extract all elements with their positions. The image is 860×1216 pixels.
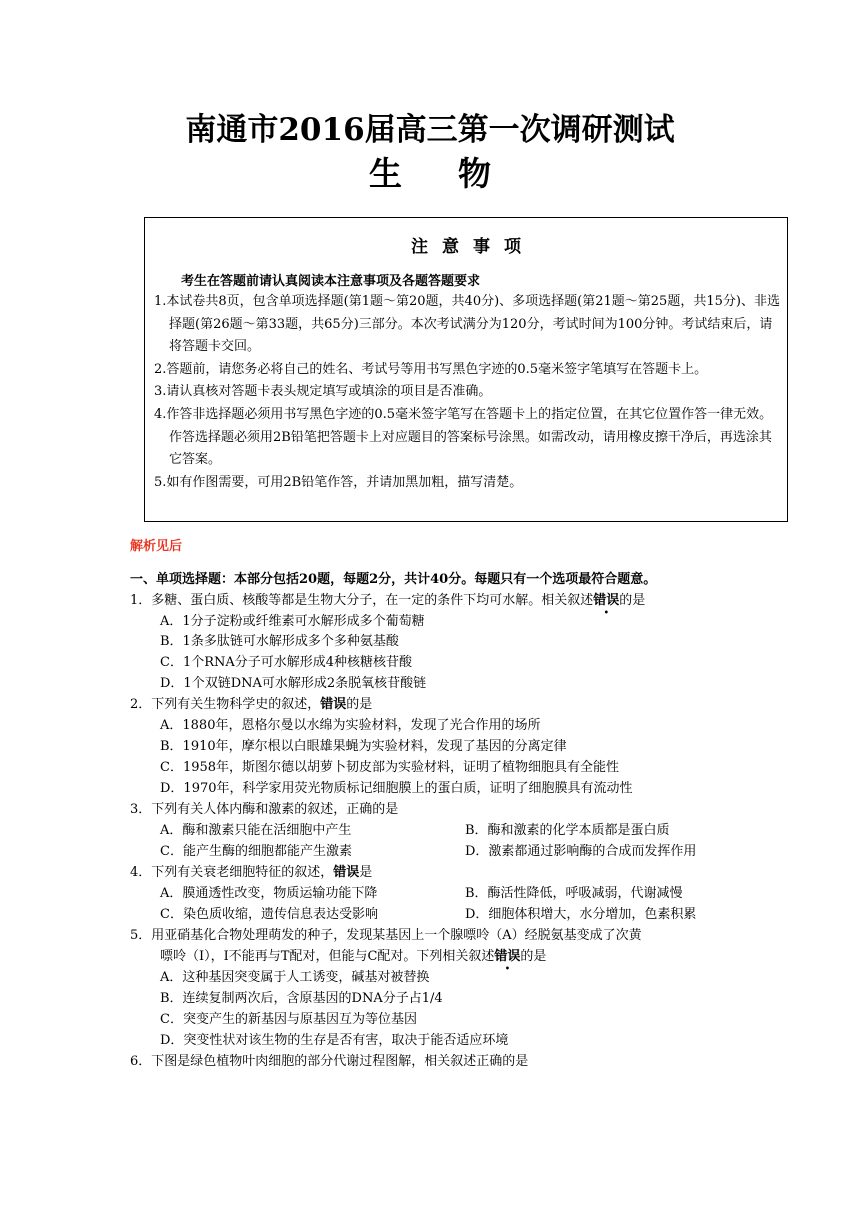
question-stem-tail: 是 [359,865,373,880]
question-2-option-b: B．1910年，摩尔根以白眼雄果蝇为实验材料，发现了基因的分离定律 [160,739,567,754]
question-stem-tail: 的是 [619,593,646,608]
question-stem-text: 4．下列有关衰老细胞特征的叙述， [130,865,334,880]
question-stem-text: 1．多糖、蛋白质、核酸等都是生物大分子，在一定的条件下均可水解。相关叙述 [130,593,594,608]
question-1-option-b: B．1条多肽链可水解形成多个多种氨基酸 [160,634,399,649]
question-1-stem [130,591,645,611]
question-3-stem: 3．下列有关人体内酶和激素的叙述，正确的是 [130,802,399,817]
question-4-stem [130,863,372,883]
question-5-option-a: A．这种基因突变属于人工诱变，碱基对被替换 [160,970,430,985]
question-4-option-d: D．细胞体积增大，水分增加，色素积累 [465,907,697,922]
question-stem-tail: 的是 [346,697,373,712]
question-4-option-c: C．染色质收缩，遗传信息表达受影响 [160,907,378,922]
notice-item: 5.如有作图需要，可用2B铅笔作答，并请加黑加粗，描写清楚。 [154,474,523,490]
exam-title: 南通市2016届高三第一次调研测试 [185,112,675,148]
analysis-note: 解析见后 [130,539,183,554]
question-1-option-c: C．1个RNA分子可水解形成4种核糖核苷酸 [160,655,413,670]
question-4-option-a: A．膜通透性改变，物质运输功能下降 [160,886,378,901]
question-stem-tail: 的是 [520,949,547,964]
section-heading: 一、单项选择题：本部分包括20题，每题2分，共计40分。每题只有一个选项最符合题意。 [130,572,657,587]
question-5-stem-line2 [160,947,546,967]
question-stem-text: 嘌呤（I），I不能再与T配对，但能与C配对。下列相关叙述 [160,949,495,964]
question-3-option-a: A．酶和激素只能在活细胞中产生 [160,823,352,838]
question-3-option-c: C．能产生酶的细胞都能产生激素 [160,844,352,859]
question-5-option-d: D．突变性状对该生物的生存是否有害，取决于能否适应环境 [160,1033,509,1048]
question-4-option-b: B．酶活性降低，呼吸减弱，代谢减慢 [465,886,683,901]
question-1-option-a: A．1分子淀粉或纤维素可水解形成多个葡萄糖 [160,614,425,629]
emphasis-text: 错误 [494,949,521,964]
question-5-stem: 5．用亚硝基化合物处理萌发的种子，发现某基因上一个腺嘌呤（A）经脱氨基变成了次黄 [130,928,642,943]
question-2-option-d: D．1970年，科学家用荧光物质标记细胞膜上的蛋白质，证明了细胞膜具有流动性 [160,781,633,796]
question-stem-text: 2．下列有关生物科学史的叙述， [130,697,321,712]
question-5-option-b: B．连续复制两次后，含原基因的DNA分子占1/4 [160,991,443,1006]
question-3-option-b: B．酶和激素的化学本质都是蛋白质 [465,823,670,838]
question-2-option-c: C．1958年，斯图尔德以胡萝卜韧皮部为实验材料，证明了植物细胞具有全能性 [160,760,620,775]
emphasis-text: 错误 [333,865,360,880]
notice-list [154,291,780,494]
question-1-option-d: D．1个双链DNA可水解形成2条脱氧核苷酸链 [160,676,427,691]
question-2-option-a: A．1880年，恩格尔曼以水绵为实验材料，发现了光合作用的场所 [160,718,541,733]
notice-title: 注意事项 [411,237,535,257]
notice-box [144,217,788,522]
notice-subtitle: 考生在答题前请认真阅读本注意事项及各题答题要求 [181,274,481,289]
question-6-stem: 6．下图是绿色植物叶肉细胞的部分代谢过程图解，相关叙述正确的是 [130,1054,529,1069]
notice-item: 3.请认真核对答题卡表头规定填写或填涂的项目是否准确。 [154,384,492,400]
question-2-stem [130,695,372,715]
emphasis-text: 错误 [593,593,620,608]
notice-item: 2.答题前，请您务必将自己的姓名、考试号等用书写黑色字迹的0.5毫米签字笔填写在答题卡上。 [154,361,708,377]
notice-item: 4.作答非选择题必须用书写黑色字迹的0.5毫米签字笔写在答题卡上的指定位置，在其它位置作答一律无效。作答选择题必须用2B铅笔把答题卡上对应题目的答案标号涂黑。如需改动，请用橡皮擦干净后，再选涂其它答案。 [154,406,773,468]
question-5-option-c: C．突变产生的新基因与原基因互为等位基因 [160,1012,417,1027]
emphasis-text: 错误 [320,697,347,712]
notice-item: 1.本试卷共8页，包含单项选择题(第1题～第20题，共40分)、多项选择题(第21题～第25题，共15分)、非选择题(第26题～第33题，共65分)三部分。本次考试满分为120分，考试时间为100分钟。考试结束后，请将答题卡交回。 [154,294,780,355]
subject-title: 生物 [369,154,547,193]
question-3-option-d: D．激素都通过影响酶的合成而发挥作用 [465,844,697,859]
